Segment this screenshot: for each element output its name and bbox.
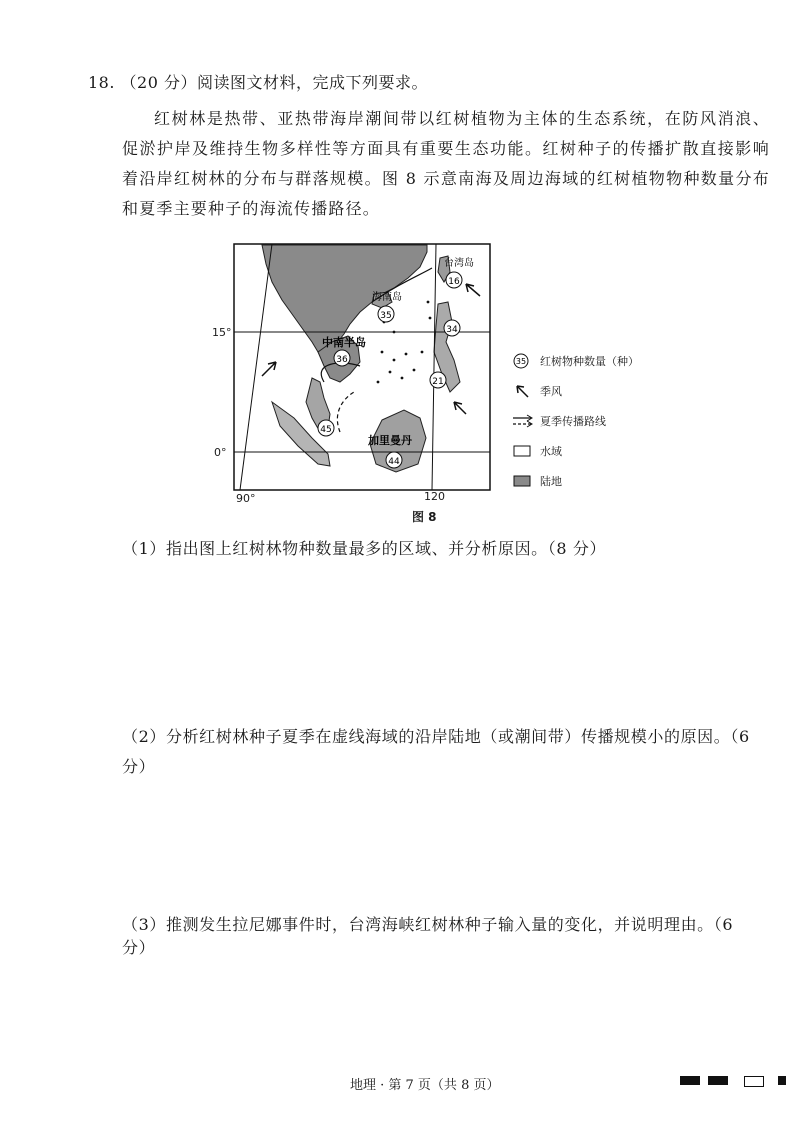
route-arrow-icon <box>512 413 534 429</box>
map-svg <box>232 242 492 492</box>
label-kalimantan: 加里曼丹 <box>368 434 412 447</box>
question-number: 18. <box>88 73 115 92</box>
footer-mark-2 <box>708 1076 728 1085</box>
legend-land-label: 陆地 <box>540 475 562 488</box>
count-hainan: 35 <box>380 311 392 321</box>
label-indochina: 中南半岛 <box>322 336 366 349</box>
sub-question-2: （2）分析红树林种子夏季在虚线海域的沿岸陆地（或潮间带）传播规模小的原因。（6 分） <box>122 727 750 776</box>
sub-question-3: （3）推测发生拉尼娜事件时，台湾海峡红树林种子输入量的变化，并说明理由。（6 分） <box>122 915 734 957</box>
svg-text:35: 35 <box>515 357 527 366</box>
axis-lat-15: 15° <box>212 326 232 339</box>
count-luzon: 34 <box>446 325 458 335</box>
axis-lon-120: 120 <box>424 490 445 503</box>
legend-species-label: 红树物种数量（种） <box>540 355 639 368</box>
count-borneo: 44 <box>388 457 400 467</box>
monsoon-arrow-icon <box>512 383 534 399</box>
mangrove-map <box>232 242 492 492</box>
legend-route-label: 夏季传播路线 <box>540 415 606 428</box>
question-header <box>88 70 428 93</box>
legend-water-label: 水域 <box>540 445 562 458</box>
map-legend <box>512 346 639 496</box>
water-box-icon <box>512 443 534 459</box>
legend-land <box>512 466 639 496</box>
axis-lon-90: 90° <box>236 492 256 505</box>
legend-monsoon <box>512 376 639 406</box>
axis-lat-0: 0° <box>214 446 227 459</box>
question-intro: （20 分）阅读图文材料，完成下列要求。 <box>120 73 428 92</box>
species-count-icon <box>512 353 534 369</box>
legend-species <box>512 346 639 376</box>
sub-question-1: （1）指出图上红树林物种数量最多的区域、并分析原因。（8 分） <box>122 539 607 558</box>
legend-monsoon-label: 季风 <box>540 385 562 398</box>
count-malay: 45 <box>320 425 332 435</box>
legend-route <box>512 406 639 436</box>
count-taiwan: 16 <box>448 277 460 287</box>
page-footer: 地理 · 第 7 页（共 8 页） <box>350 1078 500 1093</box>
material-paragraph: 红树林是热带、亚热带海岸潮间带以红树植物为主体的生态系统，在防风消浪、促淤护岸及维持生物多样性等方面具有重要生态功能。红树种子的传播扩散直接影响着沿岸红树林的分布与群落规模。图 8 示意南海及周边海域的红树植物物种数量分布和夏季主要种子的海流传播路径。 <box>122 109 770 218</box>
label-taiwan: 台湾岛 <box>444 258 474 269</box>
label-hainan: 海南岛 <box>372 292 402 303</box>
footer-mark-3 <box>744 1076 764 1087</box>
land-box-icon <box>512 473 534 489</box>
count-philippines-mid: 21 <box>432 377 444 387</box>
figure-caption: 图 8 <box>412 510 437 524</box>
footer-mark-1 <box>680 1076 700 1085</box>
legend-water <box>512 436 639 466</box>
footer-mark-4 <box>778 1076 786 1085</box>
count-indochina: 36 <box>336 355 348 365</box>
